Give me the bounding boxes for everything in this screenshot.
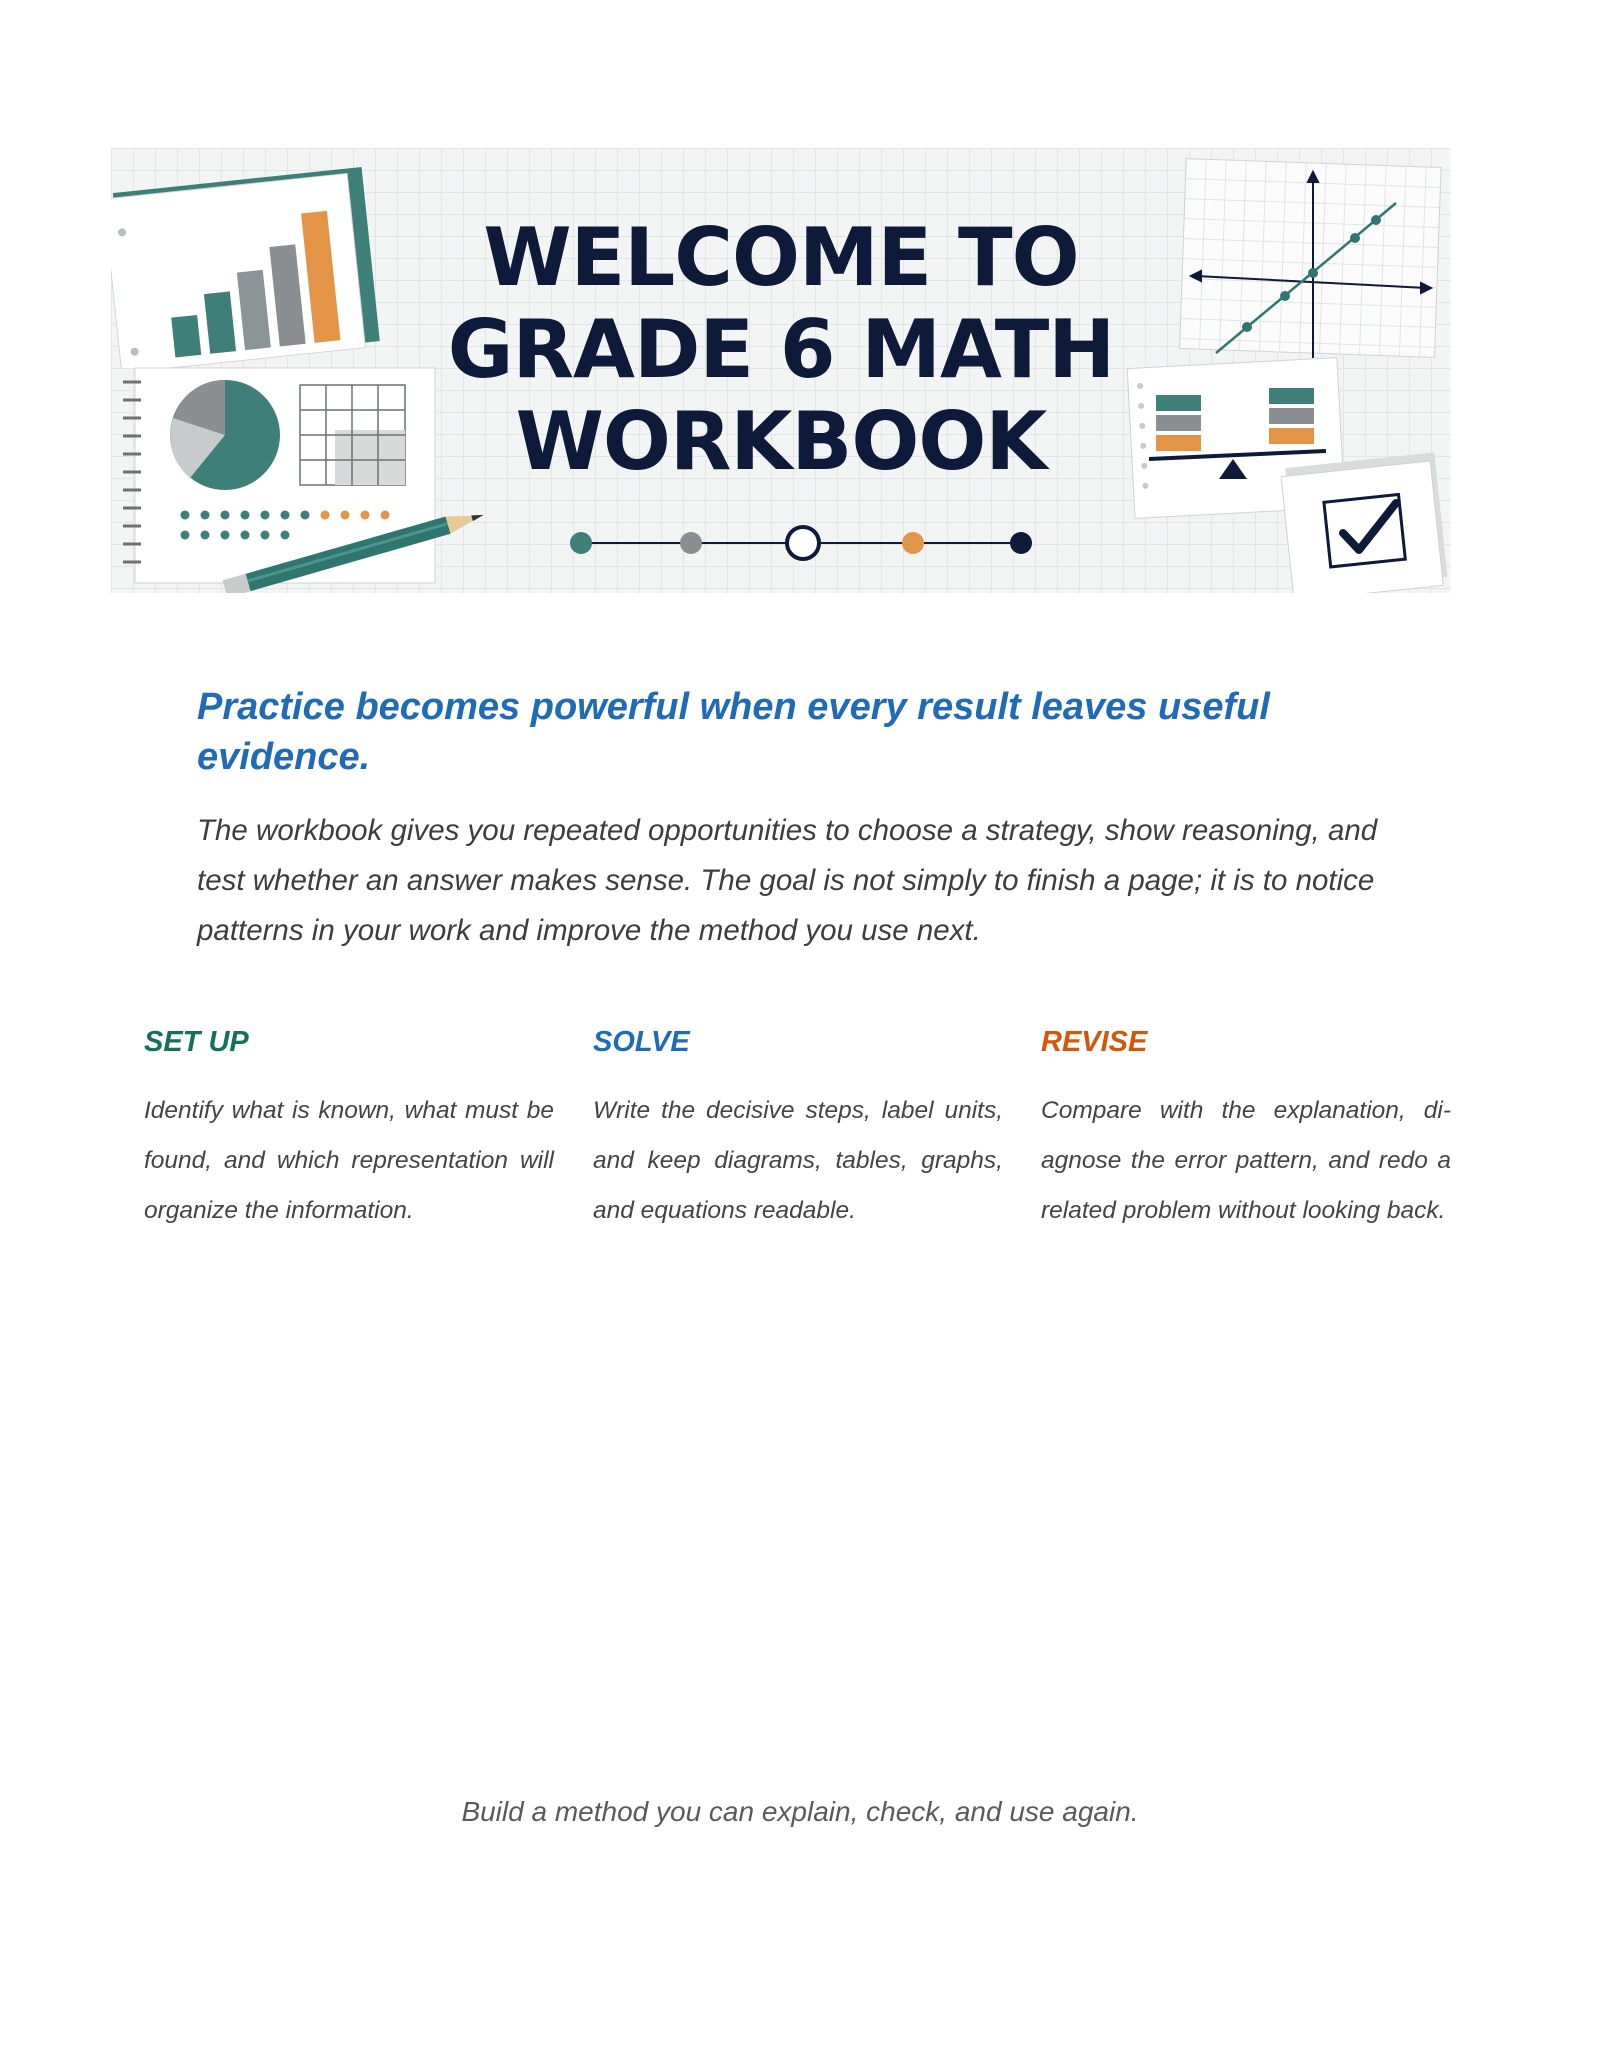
step-heading-set-up: SET UP bbox=[144, 1026, 249, 1058]
pencil-illustration bbox=[201, 503, 521, 593]
lead-heading: Practice becomes powerful when every result leaves useful evidence. bbox=[197, 686, 1270, 778]
step-column-revise bbox=[1041, 1020, 1451, 1236]
step-column-set-up bbox=[144, 1020, 554, 1236]
step-text-solve: Write the decisive steps, label units, and keep diagrams, tables, graphs, and equations readable. bbox=[593, 1097, 1003, 1224]
header-banner bbox=[111, 148, 1451, 593]
banner-title-line-1: WELCOME TO bbox=[483, 211, 1079, 304]
checkmark-card-illustration bbox=[1281, 448, 1451, 593]
step-heading-revise: REVISE bbox=[1041, 1026, 1148, 1058]
timeline-illustration bbox=[561, 518, 1041, 568]
step-text-set-up: Identify what is known, what must be found, and which representation will organize the information. bbox=[144, 1097, 554, 1224]
bar-chart-illustration bbox=[111, 158, 411, 368]
banner-title-line-2: GRADE 6 MATH bbox=[447, 303, 1115, 396]
intro-paragraph: The workbook gives you repeated opportunities to choose a strategy, show reasoning, and test whether an answer makes sense. The goal is not simply to finish a page; it is to notice patterns in your work and improve the method you use next. bbox=[197, 814, 1378, 947]
banner-title-line-3: WORKBOOK bbox=[515, 395, 1047, 488]
step-column-solve bbox=[593, 1020, 1003, 1236]
banner-title bbox=[441, 212, 1121, 488]
step-text-revise: Compare with the explanation, di-agnose the error pattern, and redo a related problem without looking back. bbox=[1041, 1097, 1451, 1224]
footer-motto: Build a method you can explain, check, and use again. bbox=[461, 1796, 1139, 1827]
coordinate-graph-illustration bbox=[1171, 148, 1451, 363]
step-heading-solve: SOLVE bbox=[593, 1026, 690, 1058]
